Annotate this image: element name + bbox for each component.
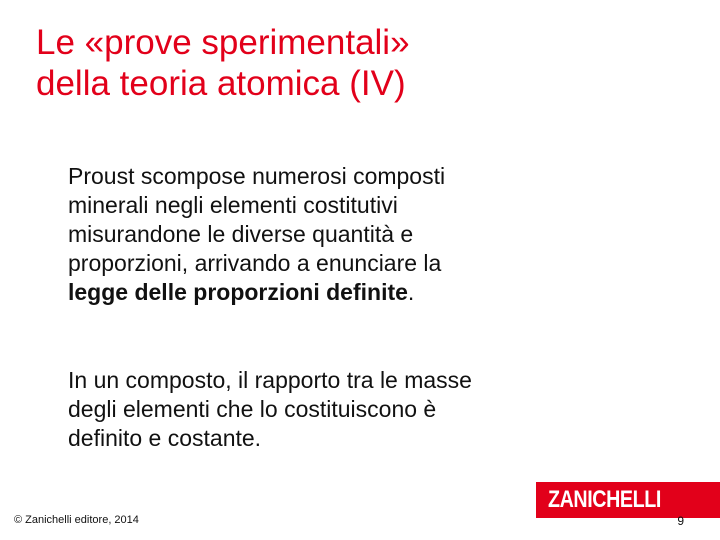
law-name-bold: legge delle proporzioni definite [68, 279, 408, 305]
paragraph-proust [68, 162, 668, 307]
paragraph-line: definito e costante. [68, 425, 262, 451]
copyright-notice: © Zanichelli editore, 2014 [14, 514, 139, 526]
paragraph-definition [68, 366, 668, 453]
paragraph-period: . [407, 279, 415, 305]
paragraph-line: minerali negli elementi costitutivi [68, 192, 398, 218]
paragraph-line: misurandone le diverse quantità e [68, 221, 414, 247]
paragraph-line: degli elementi che lo costituiscono è [68, 396, 437, 422]
slide-title-line-1: Le «prove sperimentali» [36, 23, 410, 62]
paragraph-line-law [68, 278, 668, 307]
page-number: 9 [677, 514, 684, 528]
paragraph-line: In un composto, il rapporto tra le masse [68, 367, 472, 393]
paragraph-line: Proust scompose numerosi composti [68, 163, 446, 189]
slide-title [36, 22, 676, 104]
slide-title-line-2: della teoria atomica (IV) [36, 64, 406, 103]
zanichelli-logo: ZANICHELLI [548, 486, 661, 513]
paragraph-line: proporzioni, arrivando a enunciare la [68, 250, 442, 276]
